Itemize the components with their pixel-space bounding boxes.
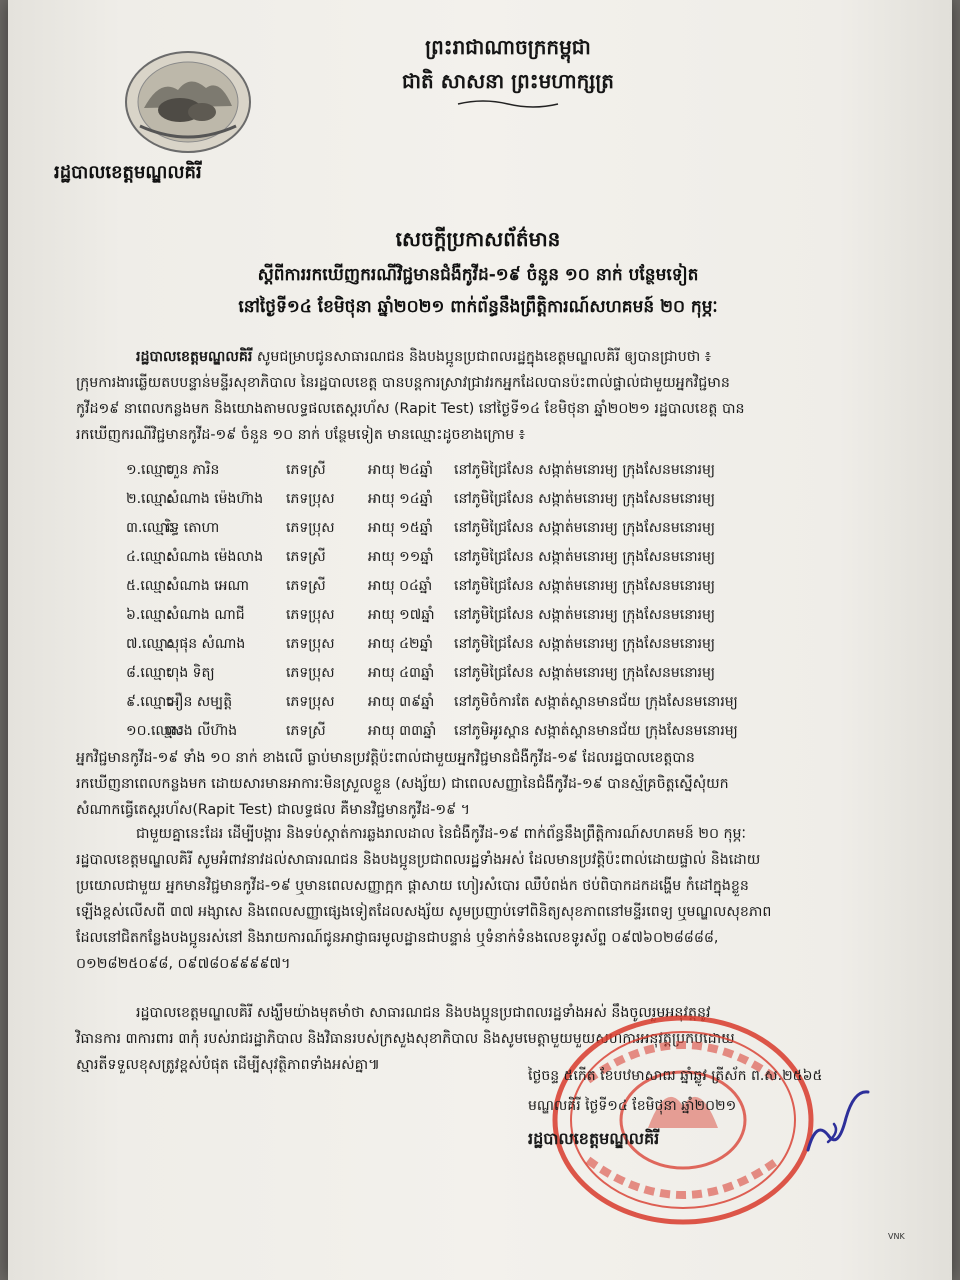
case-number: ៣.ឈ្មោះ [126,520,175,536]
case-age: អាយុ ៣៩ឆ្នាំ [368,694,435,710]
intro-line-4: រកឃើញករណីវិជ្ជមានកូវីដ-១៩ ចំនួន ១០ នាក់ បន្ថែមទៀត មានឈ្មោះដូចខាងក្រោម ៖ [76,427,526,443]
date-lunar: ថ្ងៃចន្ទ ៥កើត ខែបឋមាសាឍ ឆ្នាំឆ្លូវ ត្រីស័ក ព.ស.២៥៦៥ [528,1068,823,1084]
case-age: អាយុ ២៤ឆ្នាំ [368,462,433,478]
history-paragraph [76,745,896,823]
case-place: នៅភូមិជ្រៃសែន សង្កាត់មនោរម្យ ក្រុងសែនមនោរម្យ [454,520,716,536]
intro-lead: រដ្ឋបាលខេត្តមណ្ឌលគិរី [136,349,253,365]
case-place: នៅភូមិជ្រៃសែន សង្កាត់មនោរម្យ ក្រុងសែនមនោរម្យ [454,491,716,507]
list-item [126,485,906,514]
history-line-1: អ្នកវិជ្ជមានកូវីដ-១៩ ទាំង ១០ នាក់ ខាងលើ ធ្លាប់មានប្រវត្តិប៉ះពាល់ជាមួយអ្នកវិជ្ជមានជំងឺកូវីដ-១៩ ដែលរដ្ឋបាលខេត្តបាន [76,750,695,766]
case-sex: ភេទប្រុស [286,636,335,652]
list-item [126,688,906,717]
case-name: សំណាង ម៉េងហ៊ាង [166,491,264,507]
case-list [126,456,906,746]
case-age: អាយុ ១៥ឆ្នាំ [368,520,433,536]
case-number: ១.ឈ្មោះ [126,462,174,478]
list-item [126,717,906,746]
case-name: ហុង ទិត្យ [166,665,215,681]
case-sex: ភេទប្រុស [286,694,335,710]
history-line-3: សំណាកធ្វើតេស្តរហ័ស(Rapit Test) ជាលទ្ធផល គឺមានវិជ្ជមានកូវីដ-១៩ ។ [76,802,471,818]
case-number: ២.ឈ្មោះ [126,491,174,507]
case-name: រិទ្ធ តោហា [166,520,220,536]
case-number: ៩.ឈ្មោះ [126,694,173,710]
case-sex: ភេទប្រុស [286,520,335,536]
case-age: អាយុ ០៤ឆ្នាំ [368,578,433,594]
announcement-title: សេចក្តីប្រកាសព័ត៌មាន [395,227,561,251]
case-name: សំណាង ម៉េងលាង [166,549,264,565]
appeal-line-6: ០១២៨២៥០៩៨, ០៩៧៨០៩៩៩៩៧។ [76,956,291,972]
appeal-line-4: ឡើងខ្ពស់លើសពី ៣៧ អង្សាសេ និងពេលសញ្ញាផ្សេងទៀតដែលសង្ស័យ សូមប្រញាប់ទៅពិនិត្យសុខភាពនៅមន្ទីរពេទ្យ ឬមណ្ឌលសុខភាព [76,904,772,920]
case-age: អាយុ ៤២ឆ្នាំ [368,636,433,652]
case-name: សេង លីហ៊ាង [166,723,238,739]
appeal-line-5: ដែលនៅជិតកន្លែងបងប្អូនរស់នៅ និងរាយការណ៍ជូនអាជ្ញាធរមូលដ្ឋានជាបន្ទាន់ ឬទំនាក់ទំនងលេខទូរស័ព្ទ ០៩៧៦០២៨៨៨៨, [76,930,719,946]
case-age: អាយុ ១៤ឆ្នាំ [368,491,433,507]
case-number: ៦.ឈ្មោះ [126,607,173,623]
case-sex: ភេទស្រី [286,549,326,565]
case-name: ហួន ភារិន [166,462,220,478]
history-line-2: រកឃើញនាពេលកន្លងមក ដោយសារមានអាការៈមិនស្រួលខ្លួន (សង្ស័យ) ជាពេលសញ្ញានៃជំងឺកូវីដ-១៩ បានស្ម័គ្រចិត្តស្នើសុំយក [76,776,729,792]
case-number: ៧.ឈ្មោះ [126,636,175,652]
case-age: អាយុ ៣៣ឆ្នាំ [368,723,437,739]
kingdom-line-1: ព្រះរាជាណាចក្រកម្ពុជា [425,35,591,59]
appeal-paragraph [76,821,896,977]
case-place: នៅភូមិជ្រៃសែន សង្កាត់មនោរម្យ ក្រុងសែនមនោរម្យ [454,462,716,478]
list-item [126,630,906,659]
case-age: អាយុ ៤៣ឆ្នាំ [368,665,435,681]
case-sex: ភេទប្រុស [286,607,335,623]
list-item [126,601,906,630]
case-sex: ភេទស្រី [286,578,326,594]
closing-line-2: វិធានការ ៣ការពារ ៣កុំ របស់រាជរដ្ឋាភិបាល និងវិធានរបស់ក្រសួងសុខាភិបាល និងសូមមេត្តាមួយមួយសហការអនុវត្តប្រកបដោយ [76,1031,735,1047]
intro-line-2: ក្រុមការងារឆ្លើយតបបន្ទាន់មន្ទីរសុខាភិបាល នៃរដ្ឋបាលខេត្ត បានបន្តការស្រាវជ្រាវរកអ្នកដែលបានប៉ះពាល់ផ្ទាល់ជាមួយអ្នកវិជ្ជមាន [76,375,730,391]
case-name: សំណាង អេណា [166,578,250,594]
appeal-line-2: រដ្ឋបាលខេត្តមណ្ឌលគិរី សូមអំពាវនាវដល់សាធារណជន និងបងប្អូនប្រជាពលរដ្ឋទាំងអស់ ដែលមានប្រវត្តិប៉ះពាល់ដោយផ្ទាល់ និងដោយ [76,852,761,868]
announcement-subtitle-1: ស្តីពីការរកឃើញករណីវិជ្ជមានជំងឺកូវីដ-១៩ ចំនួន ១០ នាក់ បន្ថែមទៀត [257,265,699,285]
list-item [126,543,906,572]
case-number: ៨.ឈ្មោះ [126,665,173,681]
ornament-divider-icon [453,98,563,110]
case-number: ១០.ឈ្មោះ [126,723,184,739]
case-place: នៅភូមិជ្រៃសែន សង្កាត់មនោរម្យ ក្រុងសែនមនោរម្យ [454,549,716,565]
case-place: នៅភូមិជ្រៃសែន សង្កាត់មនោរម្យ ក្រុងសែនមនោរម្យ [454,578,716,594]
kingdom-line-2: ជាតិ សាសនា ព្រះមហាក្សត្រ [402,69,614,93]
case-age: អាយុ ១៧ឆ្នាំ [368,607,435,623]
intro-line-3: កូវីដ១៩ នាពេលកន្លងមក និងយោងតាមលទ្ធផលតេស្តរហ័ស (Rapit Test) នៅថ្ងៃទី១៤ ខែមិថុនា ឆ្នាំ២០២១ រដ្ឋបាលខេត្ត បាន [76,401,745,417]
footer-mark: VNK [888,1232,905,1241]
case-name: សំណាង ណាជី [166,607,245,623]
case-sex: ភេទប្រុស [286,665,335,681]
intro-line-1: សូមជម្រាបជូនសាធារណជន និងបងប្អូនប្រជាពលរដ្ឋក្នុងខេត្តមណ្ឌលគិរី ឲ្យបានជ្រាបថា ៖ [252,349,711,365]
appeal-line-3: ប្រយោលជាមួយ អ្នកមានវិជ្ជមានកូវីដ-១៩ ឬមានពេលសញ្ញាក្អក ផ្តាសាយ ហៀរសំបោរ ឈឺបំពង់ក ថប់ពិបាកដកដង្ហើម កំដៅក្នុងខ្លួន [76,878,749,894]
closing-line-3: ស្មារតីទទួលខុសត្រូវខ្ពស់បំផុត ដើម្បីសុវត្ថិភាពទាំងអស់គ្នា៕ [76,1057,380,1073]
intro-paragraph [76,344,896,448]
list-item [126,572,906,601]
case-place: នៅភូមិអូរស្ពាន សង្កាត់ស្ពានមានជ័យ ក្រុងសែនមនោរម្យ [454,723,738,739]
case-sex: ភេទស្រី [286,462,326,478]
case-place: នៅភូមិជ្រៃសែន សង្កាត់មនោរម្យ ក្រុងសែនមនោរម្យ [454,665,716,681]
case-place: នៅភូមិជ្រៃសែន សង្កាត់មនោរម្យ ក្រុងសែនមនោរម្យ [454,636,716,652]
case-place: នៅភូមិចំការតែ សង្កាត់ស្ពានមានជ័យ ក្រុងសែនមនោរម្យ [454,694,738,710]
list-item [126,456,906,485]
list-item [126,514,906,543]
list-item [126,659,906,688]
case-age: អាយុ ១១ឆ្នាំ [368,549,434,565]
case-name: អឿន សម្បត្តិ [166,694,233,710]
case-number: ៤.ឈ្មោះ [126,549,173,565]
case-number: ៥.ឈ្មោះ [126,578,173,594]
case-sex: ភេទប្រុស [286,491,335,507]
kingdom-header [368,30,648,110]
announcement-subtitle-2: នៅថ្ងៃទី១៤ ខែមិថុនា ឆ្នាំ២០២១ ពាក់ព័ន្ធនឹងព្រឹត្តិការណ៍សហគមន៍ ២០ កុម្ភៈ [238,297,718,317]
document-page [8,0,952,1280]
organization-name: រដ្ឋបាលខេត្តមណ្ឌលគិរី [54,162,202,183]
closing-line-1: រដ្ឋបាលខេត្តមណ្ឌលគិរី សង្ឃឹមយ៉ាងមុតមាំថា សាធារណជន និងបងប្អូនប្រជាពលរដ្ឋទាំងអស់ នឹងចូលរួមអនុវត្តនូវ [136,1005,711,1021]
case-sex: ភេទស្រី [286,723,326,739]
case-name: សុផុន សំណាង [166,636,246,652]
appeal-line-1: ជាមួយគ្នានេះដែរ ដើម្បីបង្ការ និងទប់ស្កាត់ការឆ្លងរាលដាល នៃជំងឺកូវីដ-១៩ ពាក់ព័ន្ធនឹងព្រឹត្តិការណ៍សហគមន៍ ២០ កុម្ភៈ [136,826,746,842]
provincial-emblem-logo [120,48,256,156]
signer-name: រដ្ឋបាលខេត្តមណ្ឌលគិរី [528,1129,660,1148]
case-place: នៅភូមិជ្រៃសែន សង្កាត់មនោរម្យ ក្រុងសែនមនោរម្យ [454,607,716,623]
date-solar: មណ្ឌលគិរី ថ្ងៃទី១៤ ខែមិថុនា ឆ្នាំ២០២១ [528,1098,737,1114]
